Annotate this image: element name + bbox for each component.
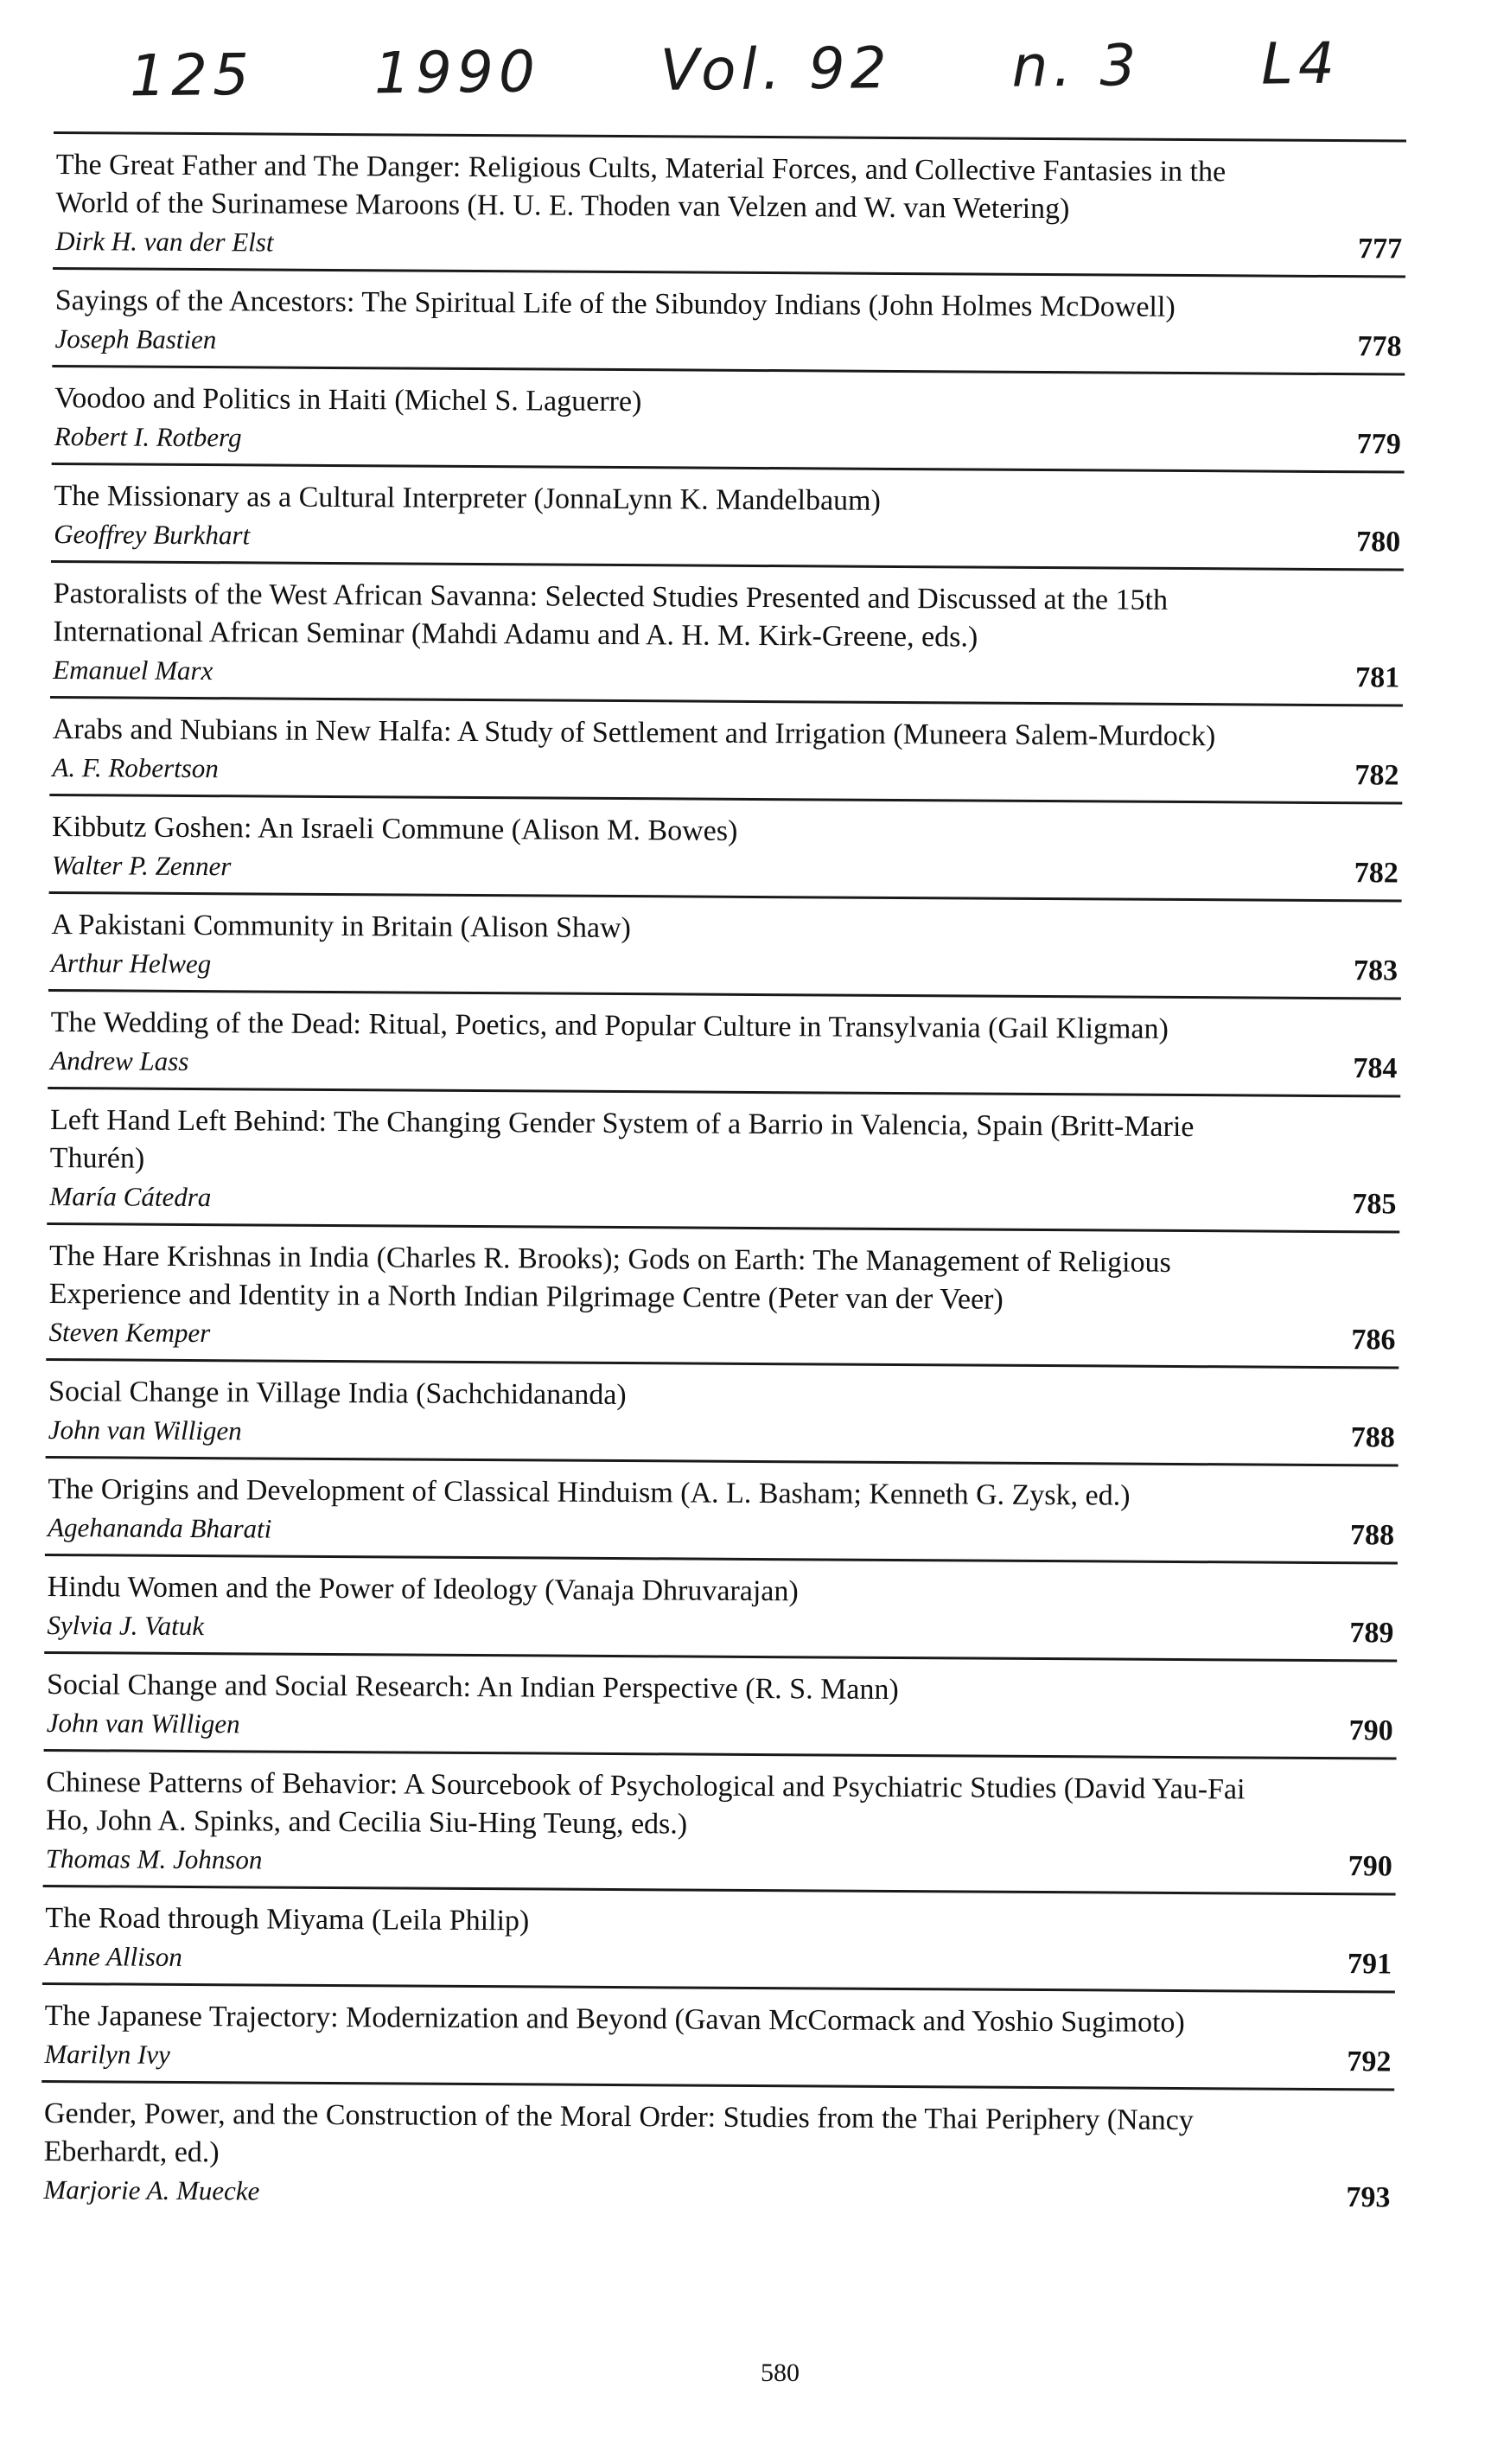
- handwritten-item: 125: [129, 41, 255, 109]
- book-title: The Japanese Trajectory: Modernization and Beyond (Gavan McCormack and Yoshio Sugimoto): [44, 1999, 1185, 2040]
- book-title: The Wedding of the Dead: Ritual, Poetics, and Popular Culture in Transylvania (Gail Kligman): [50, 1005, 1169, 1045]
- reviewer-name: John van Willigen: [48, 1414, 242, 1446]
- page-number: 791: [1347, 1948, 1392, 1981]
- page-number: 790: [1348, 1714, 1393, 1747]
- page-folio: 580: [761, 2359, 800, 2387]
- book-title: The Great Father and The Danger: Religious Cults, Material Forces, and Collective Fantasies in the World of the Surinamese Maroons (H. U. E. Thoden van Velzen and W. van Wetering): [55, 149, 1227, 226]
- page-number: 785: [1352, 1188, 1397, 1221]
- list-item: [45, 1459, 1399, 1565]
- review-list: [41, 131, 1406, 2225]
- page-number: 781: [1355, 661, 1400, 694]
- page-number: 793: [1346, 2181, 1391, 2214]
- page-number: 779: [1356, 428, 1401, 461]
- page-number: 790: [1348, 1850, 1392, 1883]
- handwritten-item: Vol. 92: [659, 34, 893, 104]
- book-title: Pastoralists of the West African Savanna: Selected Studies Presented and Discussed at the 15th International African Seminar (Mahdi Adamu and A. H. M. Kirk-Greene, eds.): [53, 578, 1169, 654]
- list-item: [52, 270, 1405, 376]
- reviewer-name: Agehananda Bharati: [48, 1511, 272, 1544]
- list-item: [49, 699, 1403, 805]
- book-title: The Hare Krishnas in India (Charles R. Brooks); Gods on Earth: The Management of Religious Experience and Identity in a North Indian Pilgrimage Centre (Peter van der Veer): [48, 1239, 1171, 1316]
- list-item: [51, 465, 1405, 571]
- list-item: [41, 2083, 1394, 2225]
- page-number: 786: [1351, 1324, 1396, 1356]
- page-number: 792: [1347, 2046, 1392, 2078]
- handwritten-annotation: [129, 11, 1340, 128]
- reviewer-name: Steven Kemper: [48, 1316, 211, 1349]
- reviewer-name: Walter P. Zenner: [51, 850, 232, 882]
- list-item: [48, 894, 1402, 1000]
- book-title: Voodoo and Politics in Haiti (Michel S. Laguerre): [54, 382, 642, 418]
- list-item: [52, 367, 1405, 474]
- page-number: 784: [1353, 1052, 1398, 1085]
- page-number: 780: [1356, 526, 1401, 559]
- page-number: 778: [1357, 330, 1402, 363]
- handwritten-item: n. 3: [1011, 31, 1142, 100]
- book-title: Arabs and Nubians in New Halfa: A Study of Settlement and Irrigation (Muneera Salem-Murdock): [52, 713, 1216, 753]
- book-title: A Pakistani Community in Britain (Alison Shaw): [51, 909, 632, 945]
- reviewer-name: John van Willigen: [46, 1707, 240, 1739]
- reviewer-name: Anne Allison: [45, 1940, 182, 1972]
- reviewer-name: Thomas M. Johnson: [45, 1842, 263, 1875]
- list-item: [47, 1089, 1400, 1234]
- reviewer-name: Marilyn Ivy: [44, 2038, 170, 2070]
- list-item: [43, 1752, 1397, 1896]
- list-item: [49, 796, 1403, 903]
- book-title: Social Change and Social Research: An Indian Perspective (R. S. Mann): [46, 1668, 899, 1707]
- book-title: Sayings of the Ancestors: The Spiritual Life of the Sibundoy Indians (John Holmes McDowell): [54, 284, 1176, 323]
- reviewer-name: Marjorie A. Muecke: [43, 2174, 260, 2206]
- list-item: [50, 563, 1404, 707]
- page-number: 777: [1358, 233, 1403, 265]
- page-number: 788: [1349, 1519, 1395, 1552]
- reviewer-name: Robert I. Rotberg: [54, 421, 242, 453]
- list-item: [42, 1887, 1396, 1994]
- list-item: [44, 1654, 1398, 1760]
- book-title: The Road through Miyama (Leila Philip): [45, 1901, 530, 1937]
- list-item: [41, 1985, 1395, 2091]
- list-item: [48, 992, 1401, 1098]
- page-number: 789: [1349, 1617, 1394, 1650]
- reviewer-name: A. F. Robertson: [52, 752, 219, 784]
- reviewer-name: Joseph Bastien: [54, 323, 217, 355]
- book-title: The Missionary as a Cultural Interpreter (JonnaLynn K. Mandelbaum): [54, 480, 881, 517]
- book-title: Chinese Patterns of Behavior: A Sourcebook of Psychological and Psychiatric Studies (David Yau-Fai Ho, John A. Spinks, and Cecilia Siu-Hing Teung, eds.): [45, 1765, 1246, 1841]
- list-item: [46, 1361, 1399, 1467]
- list-item: [44, 1556, 1398, 1663]
- book-title: The Origins and Development of Classical Hinduism (A. L. Basham; Kenneth G. Zysk, ed.): [48, 1472, 1131, 1512]
- book-title: Left Hand Left Behind: The Changing Gender System of a Barrio in Valencia, Spain (Britt-Marie Thurén): [49, 1103, 1195, 1175]
- book-title: Social Change in Village India (Sachchidananda): [48, 1375, 627, 1412]
- handwritten-item: L4: [1260, 29, 1341, 98]
- handwritten-item: 1990: [373, 37, 541, 106]
- reviewer-name: Geoffrey Burkhart: [54, 519, 251, 551]
- reviewer-name: Andrew Lass: [50, 1044, 189, 1076]
- page-number: 788: [1350, 1421, 1395, 1454]
- list-item: [53, 134, 1406, 278]
- book-title: Kibbutz Goshen: An Israeli Commune (Alison M. Bowes): [51, 811, 738, 847]
- list-item: [46, 1225, 1399, 1369]
- reviewer-name: Emanuel Marx: [53, 654, 213, 686]
- page-number: 782: [1354, 857, 1399, 890]
- page-number: 782: [1354, 759, 1399, 792]
- reviewer-name: Arthur Helweg: [51, 948, 212, 980]
- reviewer-name: Dirk H. van der Elst: [55, 226, 274, 258]
- reviewer-name: María Cátedra: [49, 1180, 212, 1213]
- reviewer-name: Sylvia J. Vatuk: [47, 1609, 205, 1642]
- book-title: Gender, Power, and the Construction of the Moral Order: Studies from the Thai Periphery (Nancy Eberhardt, ed.): [43, 2097, 1194, 2169]
- book-title: Hindu Women and the Power of Ideology (Vanaja Dhruvarajan): [47, 1570, 799, 1608]
- page-number: 783: [1353, 954, 1399, 987]
